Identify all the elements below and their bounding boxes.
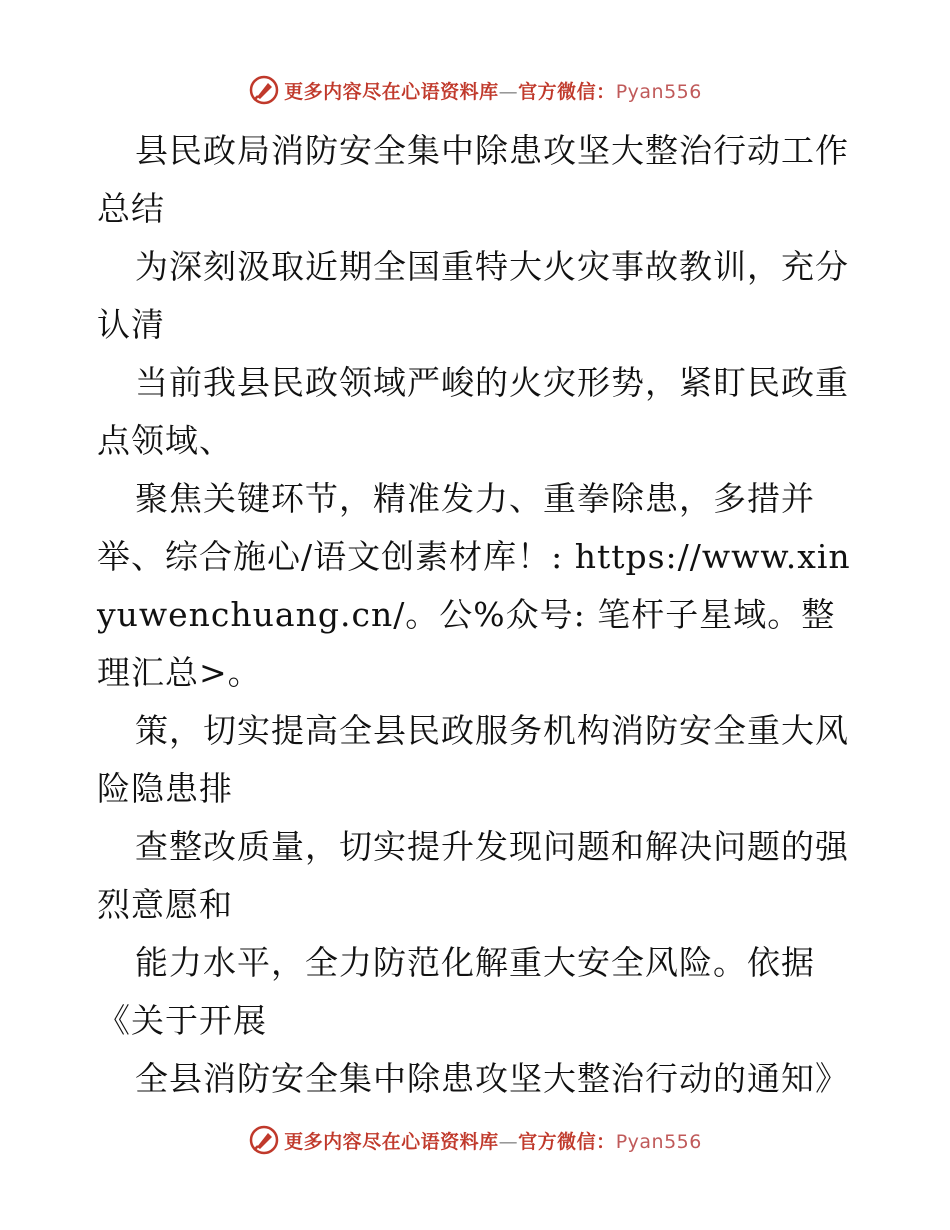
document-body [97, 122, 857, 1108]
paragraph: 查整改质量，切实提升发现问题和解决问题的强烈意愿和 [97, 827, 849, 924]
paragraph: 当前我县民政领域严峻的火灾形势，紧盯民政重点领域、 [97, 363, 849, 460]
pen-nib-icon [248, 1124, 280, 1156]
pen-nib-icon [248, 74, 280, 106]
paragraph: 聚焦关键环节，精准发力、重拳除患，多措并举、综合施心/语文创素材库！: https://www.xinyuwenchuang.cn/。公%众号: 笔杆子星域。整理汇总>。 [97, 479, 851, 692]
banner-wechat-id: Pyan556 [615, 1130, 702, 1153]
paragraph: 全县消防安全集中除患攻坚大整治行动的通知》 [135, 1059, 849, 1098]
paragraph: 能力水平，全力防范化解重大安全风险。依据《关于开展 [97, 943, 815, 1040]
header-watermark-banner [0, 72, 950, 108]
banner-text [284, 1127, 702, 1154]
banner-text [284, 77, 702, 104]
banner-official-label: 官方微信： [518, 80, 616, 103]
banner-main-text: 更多内容尽在心语资料库 [284, 80, 499, 103]
banner-main-text: 更多内容尽在心语资料库 [284, 1130, 499, 1153]
banner-wechat-id: Pyan556 [615, 80, 702, 103]
document-title: 县民政局消防安全集中除患攻坚大整治行动工作总结 [97, 131, 849, 228]
paragraph: 策，切实提高全县民政服务机构消防安全重大风险隐患排 [97, 711, 849, 808]
footer-watermark-banner [0, 1122, 950, 1158]
banner-official-label: 官方微信： [518, 1130, 616, 1153]
banner-dash: — [498, 1130, 519, 1153]
paragraph: 为深刻汲取近期全国重特大火灾事故教训，充分认清 [97, 247, 849, 344]
banner-dash: — [498, 80, 519, 103]
